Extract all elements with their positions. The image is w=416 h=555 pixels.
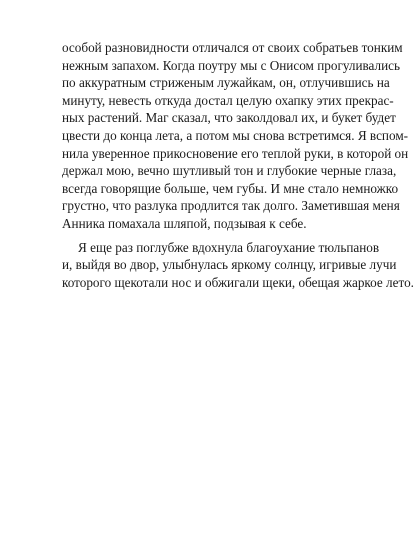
text-line: Анника помахала шляпой, подзывая к себе. [62, 215, 307, 231]
text-line: держал мою, вечно шутливый тон и глубокие черные глаза, [62, 163, 397, 179]
text-line: по аккуратным стриженым лужайкам, он, отлучившись на [62, 75, 390, 91]
text-line: особой разновидности отличался от своих собратьев тонким [62, 40, 403, 55]
text-line: и, выйдя во двор, улыбнулась яркому солнцу, игривые лучи [62, 257, 397, 273]
paragraph-1 [62, 39, 409, 233]
paragraph-2 [62, 239, 414, 292]
text-line: всегда говорящие больше, чем губы. И мне стало немножко [62, 180, 399, 196]
text-line: Я еще раз поглубже вдохнула благоухание тюльпанов [78, 239, 380, 255]
text-line: минуту, невесть откуда достал целую охапку этих прекрас- [62, 92, 394, 108]
text-line: которого щекотали нос и обжигали щеки, обещая жаркое лето. [62, 274, 414, 290]
text-line: цвести до конца лета, а потом мы снова встретимся. Я вспом- [62, 127, 409, 143]
text-line: грустно, что разлука продлится так долго. Заметившая меня [62, 198, 400, 214]
text-line: ных растений. Маг сказал, что заколдовал их, и букет будет [62, 110, 396, 126]
text-line: нила уверенное прикосновение его теплой руки, в которой он [62, 145, 409, 161]
text-line: нежным запахом. Когда поутру мы с Онисом прогуливались [62, 57, 401, 73]
body-text [62, 39, 414, 291]
